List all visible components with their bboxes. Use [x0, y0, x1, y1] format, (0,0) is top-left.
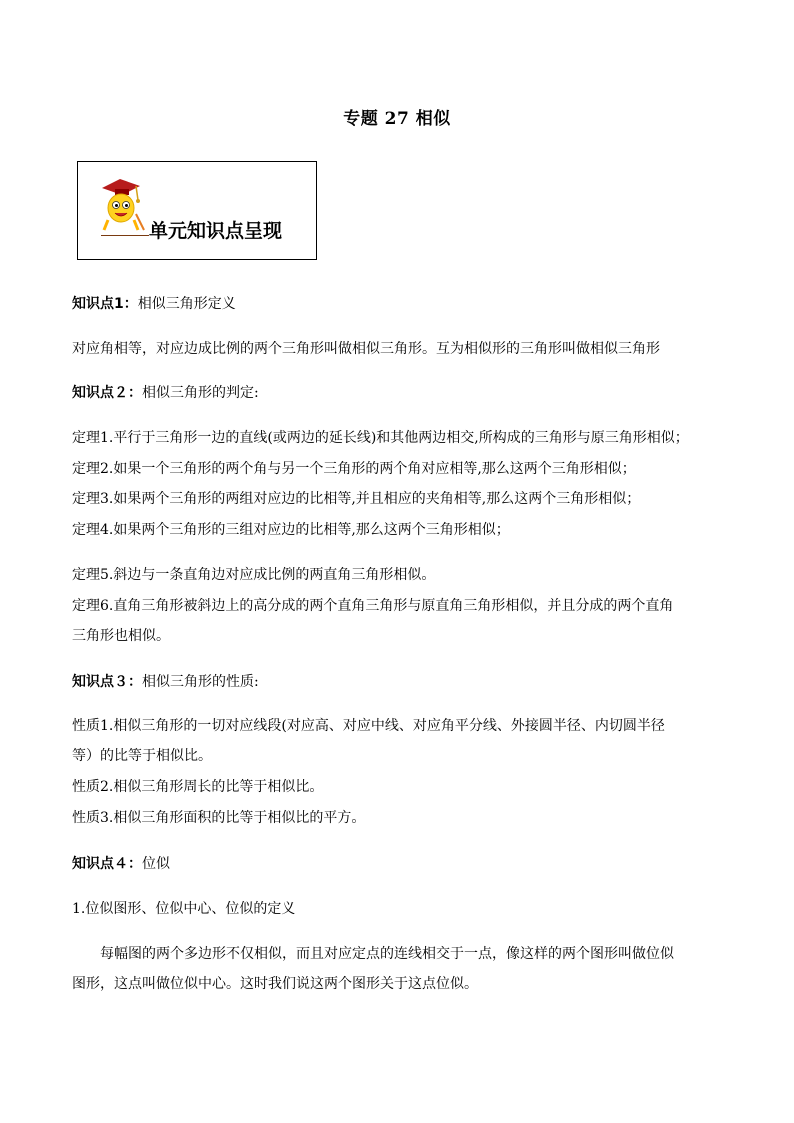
theorem-6: 定理6.直角三角形被斜边上的高分成的两个直角三角形与原直角三角形相似，并且分成的两个直角	[72, 598, 674, 614]
kp4-label: 知识点４：	[72, 856, 142, 872]
kp4-paragraph-line-2: 图形，这点叫做位似中心。这时我们说这两个图形关于这点位似。	[72, 976, 478, 992]
kp3-heading	[72, 672, 259, 692]
kp1-label: 知识点1：	[72, 296, 138, 312]
banner-title: 单元知识点呈现	[149, 220, 283, 242]
kp2-title: 相似三角形的判定:	[142, 385, 259, 401]
theorem-2: 定理2.如果一个三角形的两个角与另一个三角形的两个角对应相等,那么这两个三角形相似；	[72, 461, 636, 477]
property-2: 性质2.相似三角形周长的比等于相似比。	[72, 779, 324, 795]
theorem-3: 定理3.如果两个三角形的两组对应边的比相等,并且相应的夹角相等,那么这两个三角形相似；	[72, 491, 641, 507]
theorem-5: 定理5.斜边与一条直角边对应成比例的两直角三角形相似。	[72, 567, 436, 583]
property-3: 性质3.相似三角形面积的比等于相似比的平方。	[72, 810, 366, 826]
kp4-paragraph-line-1: 每幅图的两个多边形不仅相似，而且对应定点的连线相交于一点，像这样的两个图形叫做位似	[100, 946, 674, 962]
theorem-4: 定理4.如果两个三角形的三组对应边的比相等,那么这两个三角形相似；	[72, 522, 510, 538]
banner-divider	[101, 235, 149, 236]
theorem-6-cont: 三角形也相似。	[72, 628, 170, 644]
kp4-heading	[72, 854, 170, 874]
graduate-mascot-icon	[96, 174, 146, 236]
property-1: 性质1.相似三角形的一切对应线段(对应高、对应中线、对应角平分线、外接圆半径、内切圆半径	[72, 718, 665, 734]
kp4-title: 位似	[142, 856, 170, 872]
kp3-title: 相似三角形的性质:	[142, 674, 259, 690]
kp2-label: 知识点２：	[72, 385, 142, 401]
kp1-text: 对应角相等，对应边成比例的两个三角形叫做相似三角形。互为相似形的三角形叫做相似三角形	[72, 341, 660, 357]
theorem-1: 定理1.平行于三角形一边的直线(或两边的延长线)和其他两边相交,所构成的三角形与原三角形相似；	[72, 430, 689, 446]
unit-knowledge-banner	[77, 161, 317, 260]
kp4-subheading: 1.位似图形、位似中心、位似的定义	[72, 901, 296, 917]
kp2-heading	[72, 383, 259, 403]
page-title: 专题 27 相似	[343, 109, 451, 129]
kp1-heading	[72, 294, 236, 314]
kp1-title: 相似三角形定义	[137, 296, 236, 312]
property-1-cont: 等）的比等于相似比。	[72, 748, 212, 764]
kp3-label: 知识点３：	[72, 674, 142, 690]
